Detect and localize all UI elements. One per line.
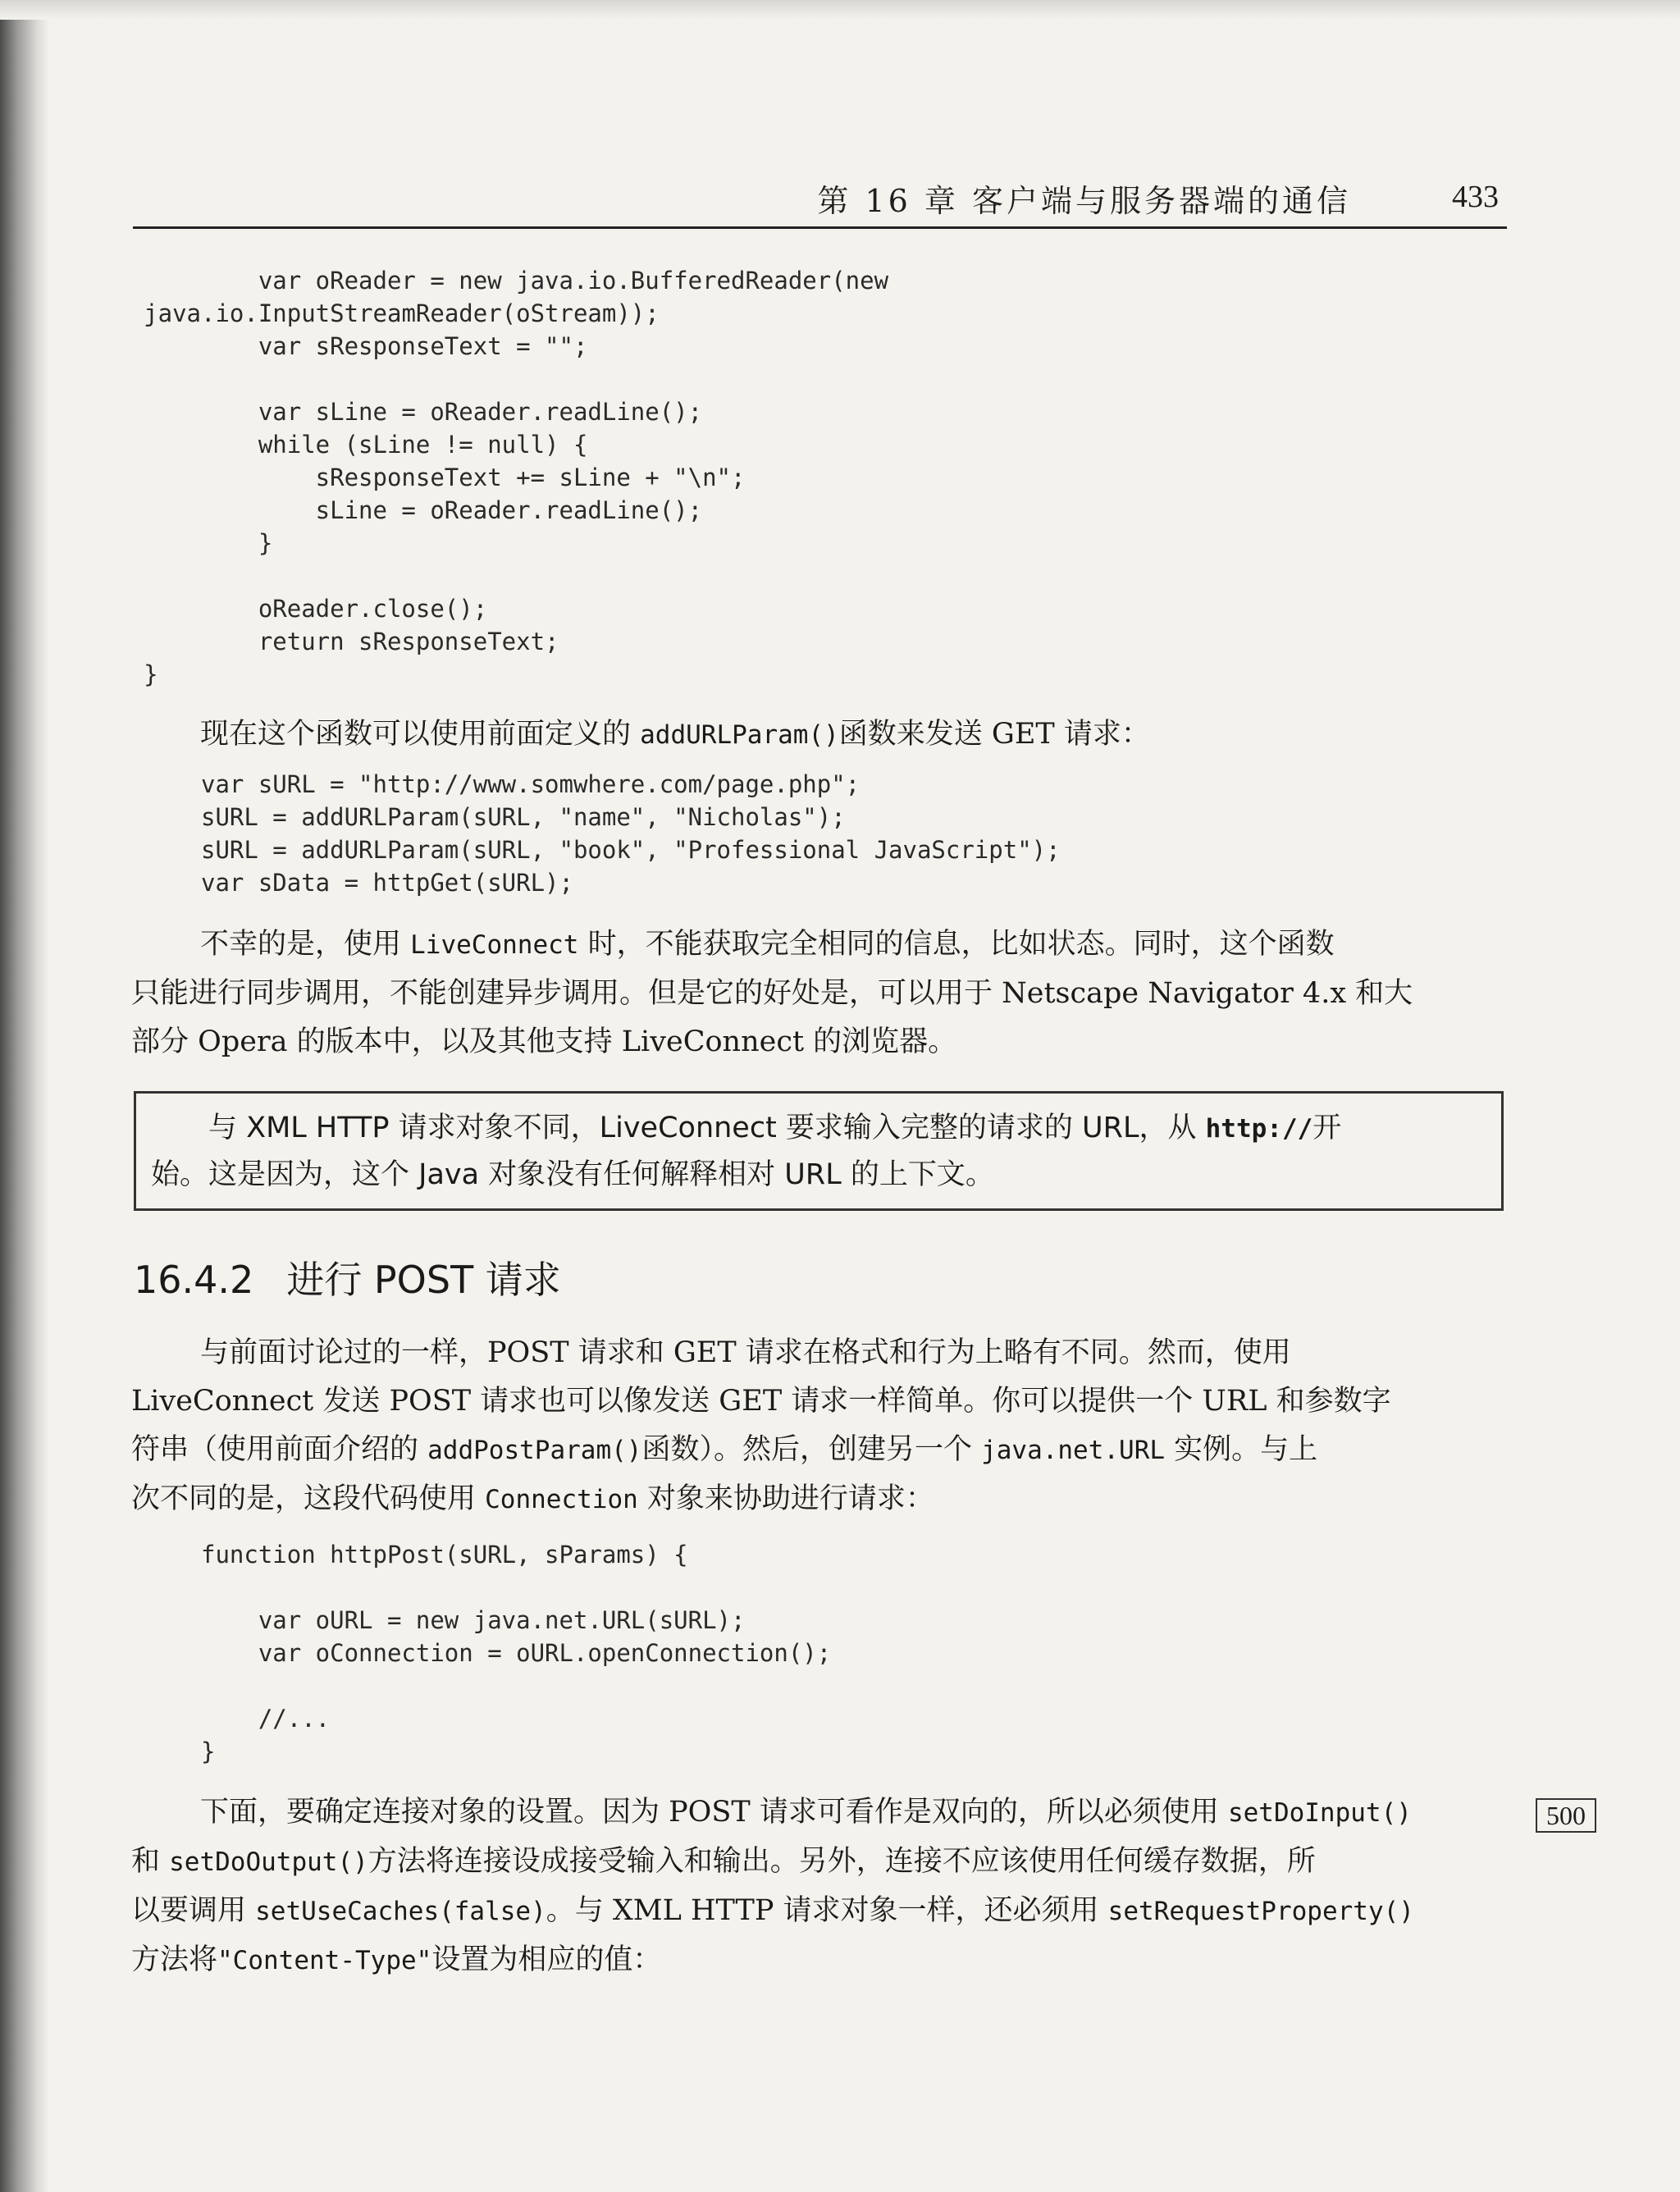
code-line: function httpPost(sURL, sParams) {	[201, 1541, 688, 1569]
inline-code: setDoOutput()	[169, 1847, 368, 1877]
running-header	[133, 176, 1507, 229]
code-line	[201, 363, 888, 395]
code-line: var sData = httpGet(sURL);	[201, 869, 573, 897]
code-line: }	[201, 1738, 216, 1765]
code-block-2	[201, 768, 1061, 899]
code-line: return sResponseText;	[201, 628, 559, 655]
code-line: var oReader = new java.io.BufferedReader(new	[201, 267, 889, 295]
code-block-1	[144, 264, 889, 691]
section-heading	[134, 1250, 561, 1304]
paragraph-intro-get	[131, 710, 1509, 760]
text: 现在这个函数可以使用前面定义的	[200, 718, 641, 751]
code-line: var oURL = new java.net.URL(sURL);	[201, 1606, 746, 1634]
inline-code: setRequestProperty()	[1107, 1897, 1414, 1926]
code-line	[201, 559, 888, 592]
inline-code: addURLParam()	[640, 720, 839, 750]
code-line: while (sLine != null) {	[201, 431, 588, 459]
code-line: sResponseText += sLine + "\n";	[201, 464, 746, 491]
code-line: sLine = oReader.readLine();	[201, 496, 703, 524]
inline-code: setUseCaches(false)	[255, 1897, 546, 1926]
code-line: var sResponseText = "";	[201, 332, 588, 360]
code-line	[201, 1571, 831, 1604]
page-number: 433	[1452, 180, 1499, 214]
paragraph-liveconnect-limits: 不幸的是，使用 LiveConnect 时，不能获取完全相同的信息，比如状态。同时，这个函数 只能进行同步调用，不能创建异步调用。但是它的好处是，可以用于 Netscape Navigator 4.x 和大 部分 Opera 的版本中，以及其他支持 LiveConnect 的浏览器。	[131, 928, 1413, 1058]
inline-code: addPostParam()	[427, 1436, 642, 1465]
paragraph-post-intro: 与前面讨论过的一样，POST 请求和 GET 请求在格式和行为上略有不同。然而，使用 LiveConnect 发送 POST 请求也可以像发送 GET 请求一样简单。你可以提供一个 URL 和参数字 符串（使用前面介绍的 addPostParam()函数）。然后，创建另一个 java.net.URL 实例。与上 次不同的是，这段代码使用 Connection 对象来协助进行请求：	[131, 1336, 1391, 1515]
code-line: java.io.InputStreamReader(oStream));	[144, 299, 660, 327]
section-title: 进行 POST 请求	[286, 1258, 561, 1302]
code-line: var sURL = "http://www.somwhere.com/page.php";	[201, 770, 861, 798]
text: 函数来发送 GET 请求：	[838, 718, 1150, 751]
code-line: sURL = addURLParam(sURL, "book", "Professional JavaScript");	[201, 836, 1061, 864]
code-line: //...	[201, 1705, 331, 1733]
page-top-shadow	[0, 0, 1680, 20]
code-line: sURL = addURLParam(sURL, "name", "Nicholas");	[201, 803, 846, 831]
paragraph-connection-settings: 下面，要确定连接对象的设置。因为 POST 请求可看作是双向的，所以必须使用 setDoInput() 和 setDoOutput()方法将连接设成接受输入和输出。另外，连接不应该使用任何缓存数据，所 以要调用 setUseCaches(false)。与 XML HTTP 请求对象一样，还必须用 setRequestProperty() 方法将"Content-Type"设置为相应的值：	[131, 1796, 1414, 1976]
margin-page-reference: 500	[1536, 1798, 1596, 1833]
inline-code: Connection	[485, 1485, 638, 1514]
inline-code: setDoInput()	[1227, 1798, 1412, 1828]
inline-code: http://	[1205, 1114, 1313, 1144]
code-line	[201, 1669, 831, 1702]
code-line: var oConnection = oURL.openConnection();	[201, 1639, 832, 1667]
inline-code: LiveConnect	[410, 930, 579, 960]
inline-code: "Content-Type"	[217, 1946, 432, 1975]
code-line: oReader.close();	[201, 595, 488, 623]
code-line: var sLine = oReader.readLine();	[201, 398, 703, 426]
note-box: 与 XML HTTP 请求对象不同，LiveConnect 要求输入完整的请求的 URL，从 http://开 始。这是因为，这个 Java 对象没有任何解释相对 URL 的上下文。	[134, 1091, 1504, 1211]
code-line: }	[144, 660, 158, 688]
chapter-title: 第 16 章 客户端与服务器端的通信	[817, 183, 1351, 219]
section-number: 16.4.2	[134, 1258, 254, 1302]
inline-code: java.net.URL	[981, 1436, 1166, 1465]
page-edge-shadow	[0, 0, 49, 2192]
code-block-3	[201, 1538, 831, 1768]
code-line: }	[201, 529, 273, 557]
